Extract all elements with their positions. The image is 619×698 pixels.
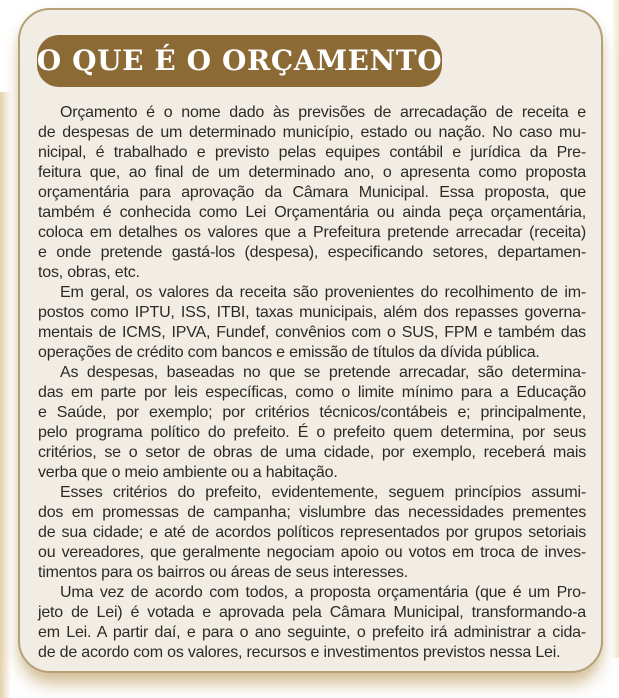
text-line: também é conhecida como Lei Orçamentária ou ainda peça orçamentária, (38, 204, 586, 221)
info-card (18, 8, 603, 673)
text-line: postos como IPTU, ISS, ITBI, taxas municipais, além dos repasses governa- (38, 304, 586, 321)
text-line: e Saúde, por exemplo; por critérios técnicos/contábeis e; principalmente, (38, 404, 586, 421)
text-line: Esses critérios do prefeito, evidentemente, seguem princípios assumi- (60, 484, 586, 501)
text-line: verba que o meio ambiente ou a habitação. (38, 464, 338, 481)
page-title: O QUE É O ORÇAMENTO (36, 43, 443, 77)
text-line: Em geral, os valores da receita são provenientes do recolhimento de im- (60, 284, 586, 301)
text-line: mentais de ICMS, IPVA, Fundef, convênios com o SUS, FPM e também das (38, 324, 586, 341)
text-line: Orçamento é o nome dado às previsões de arrecadação de receita e (60, 104, 586, 121)
text-line: orçamentária para aprovação da Câmara Municipal. Essa proposta, que (38, 184, 586, 201)
left-page-shadow (0, 92, 11, 698)
right-page-shadow (612, 0, 619, 658)
text-line: em Lei. A partir daí, e para o ano seguinte, o prefeito irá administrar a cida- (38, 624, 586, 641)
text-line: As despesas, baseadas no que se pretende arrecadar, são determina- (60, 364, 586, 381)
text-line: de de acordo com os valores, recursos e investimentos previstos nessa Lei. (38, 644, 561, 661)
text-line: timentos para os bairros ou áreas de seus interesses. (38, 564, 409, 581)
text-line: Uma vez de acordo com todos, a proposta orçamentária (que é um Pro- (60, 584, 586, 601)
text-line: de sua cidade; e até de acordos políticos representados por grupos setoriais (38, 524, 586, 541)
text-line: das em parte por leis específicas, como o limite mínimo para a Educação (38, 384, 586, 401)
text-line: tos, obras, etc. (38, 264, 140, 281)
text-line: jeto de Lei) é votada e aprovada pela Câmara Municipal, transformando-a (38, 604, 586, 621)
text-line: ou vereadores, que geralmente negociam apoio ou votos em troca de inves- (38, 544, 586, 561)
article-body (20, 103, 601, 663)
text-line: nicipal, é trabalhado e previsto pelas equipes contábil e jurídica da Pre- (38, 144, 586, 161)
text-line: e onde pretende gastá-los (despesa), especificando setores, departamen- (38, 244, 586, 261)
title-badge (37, 35, 442, 87)
text-line: pelo programa político do prefeito. É o prefeito quem determina, por seus (38, 424, 586, 441)
text-line: coloca em detalhes os valores que a Prefeitura pretende arrecadar (receita) (38, 224, 586, 241)
text-line: feitura que, ao final de um determinado ano, o apresenta como proposta (38, 164, 586, 181)
text-line: de despesas de um determinado município, estado ou nação. No caso mu- (38, 124, 586, 141)
text-line: dos em promessas de campanha; vislumbre das necessidades prementes (38, 504, 586, 521)
text-line: critérios, se o setor de obras de uma cidade, por exemplo, receberá mais (38, 444, 586, 461)
text-line: operações de crédito com bancos e emissão de títulos da dívida pública. (38, 344, 540, 361)
